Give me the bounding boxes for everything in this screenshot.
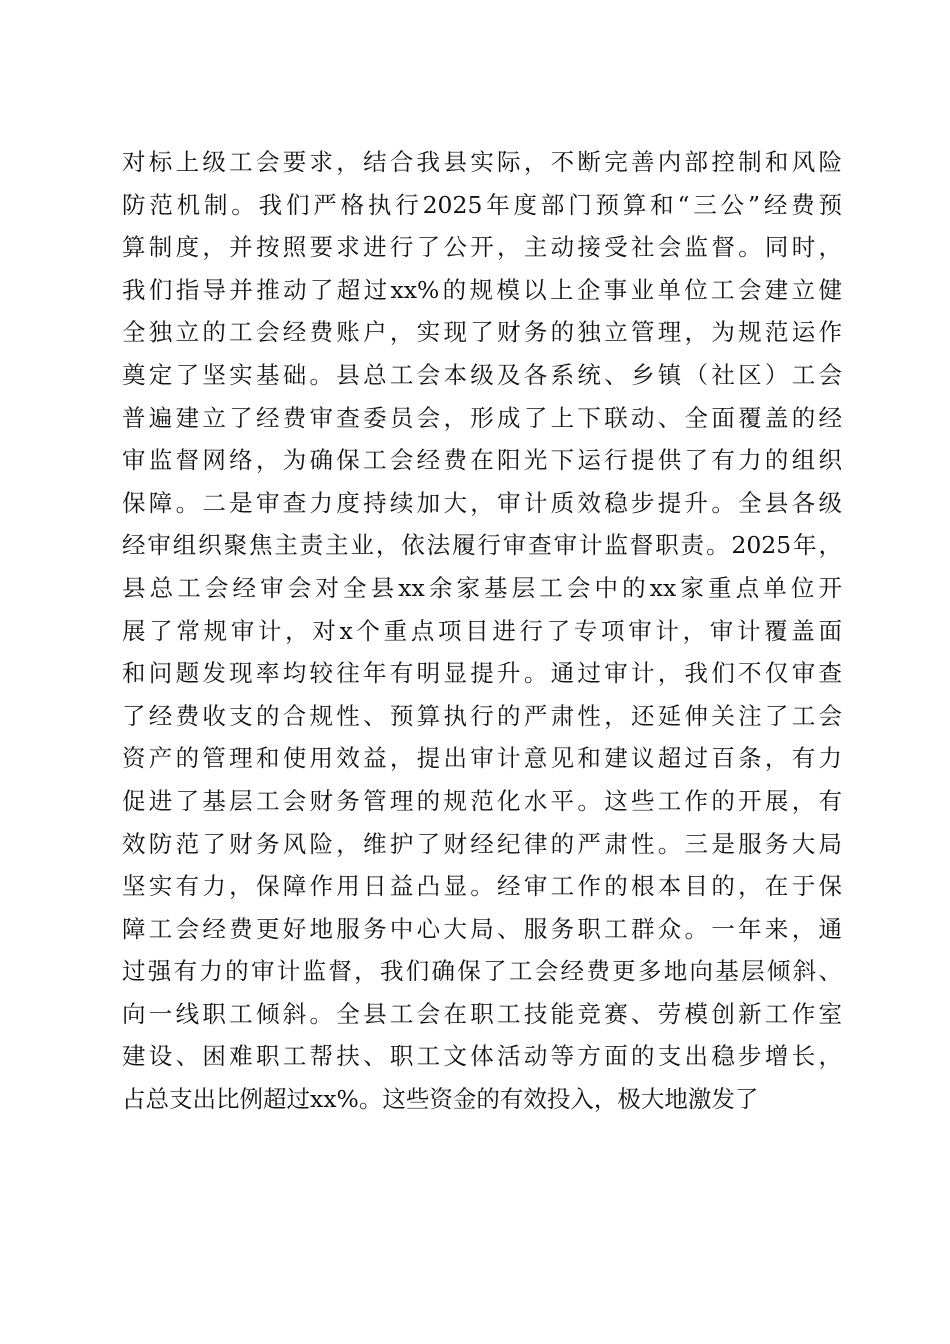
text-line: 对标上级工会要求，结合我县实际，不断完善内部控制和风险	[122, 148, 842, 176]
text-line: 经审组织聚焦主责主业，依法履行审查审计监督职责。2025年，	[122, 531, 842, 560]
text-line: 坚实有力，保障作用日益凸显。经审工作的根本目的，在于保	[122, 872, 842, 901]
text-line: 向一线职工倾斜。全县工会在职工技能竞赛、劳模创新工作室	[122, 999, 842, 1028]
text-line: 展了常规审计，对x个重点项目进行了专项审计，审计覆盖面	[122, 616, 842, 645]
text-line: 防范机制。我们严格执行2025年度部门预算和“三公”经费预	[122, 190, 842, 219]
text-line: 保障。二是审查力度持续加大，审计质效稳步提升。全县各级	[122, 488, 842, 517]
text-line: 我们指导并推动了超过xx%的规模以上企事业单位工会建立健	[122, 275, 842, 304]
text-line: 资产的管理和使用效益，提出审计意见和建议超过百条，有力	[122, 744, 842, 773]
text-line: 奠定了坚实基础。县总工会本级及各系统、乡镇（社区）工会	[122, 360, 842, 389]
text-line: 和问题发现率均较往年有明显提升。通过审计，我们不仅审查	[122, 659, 842, 688]
text-line: 审监督网络，为确保工会经费在阳光下运行提供了有力的组织	[122, 446, 842, 475]
text-line: 了经费收支的合规性、预算执行的严肃性，还延伸关注了工会	[122, 701, 842, 730]
text-line: 效防范了财务风险，维护了财经纪律的严肃性。三是服务大局	[122, 829, 842, 858]
text-line: 建设、困难职工帮扶、职工文体活动等方面的支出稳步增长，	[122, 1042, 842, 1071]
text-line: 普遍建立了经费审查委员会，形成了上下联动、全面覆盖的经	[122, 403, 842, 432]
text-line: 促进了基层工会财务管理的规范化水平。这些工作的开展，有	[122, 786, 842, 815]
text-line: 过强有力的审计监督，我们确保了工会经费更多地向基层倾斜、	[122, 957, 842, 986]
text-line: 占总支出比例超过xx%。这些资金的有效投入，极大地激发了	[122, 1085, 759, 1114]
body-paragraph	[122, 141, 842, 1121]
text-line: 算制度，并按照要求进行了公开，主动接受社会监督。同时，	[122, 233, 842, 262]
text-line: 县总工会经审会对全县xx余家基层工会中的xx家重点单位开	[122, 573, 842, 602]
text-line: 障工会经费更好地服务中心大局、服务职工群众。一年来，通	[122, 914, 842, 943]
text-line: 全独立的工会经费账户，实现了财务的独立管理，为规范运作	[122, 318, 842, 347]
